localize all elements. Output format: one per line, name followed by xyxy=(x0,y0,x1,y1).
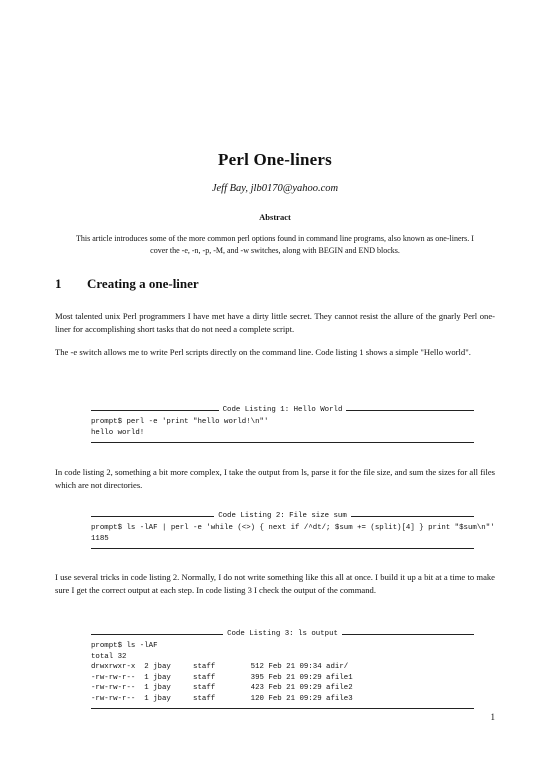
code-listing-1 xyxy=(91,405,474,443)
author-line: Jeff Bay, jlb0170@yahoo.com xyxy=(211,183,339,194)
code-listing-3 xyxy=(91,629,474,709)
listing-caption: Code Listing 1: Hello World xyxy=(222,406,343,414)
rule-right xyxy=(351,516,474,517)
section-number: 1 xyxy=(55,276,62,291)
paragraph-3: In code listing 2, something a bit more complex, I take the output from ls, parse it for the file size, and sum the sizes for all files which are not directories. xyxy=(55,467,495,490)
listing-bottom-rule xyxy=(91,548,474,549)
code-line: 1185 xyxy=(91,534,109,543)
abstract-heading: Abstract xyxy=(259,212,291,222)
code-line: prompt$ ls -lAF xyxy=(91,642,158,650)
paragraph-4: I use several tricks in code listing 2. Normally, I do not write something like this all at once. I build it up a bit at a time to make sure I get the correct output at each step. In code listing 3 I check the output of the command. xyxy=(55,572,495,595)
listing-body xyxy=(91,639,474,708)
listing-header xyxy=(91,511,474,521)
paragraph-2: The -e switch allows me to write Perl scripts directly on the command line. Code listing 1 shows a simple "Hello world". xyxy=(55,347,471,357)
code-line: prompt$ perl -e 'print "hello world!\n"' xyxy=(91,418,269,426)
listing-bottom-rule xyxy=(91,708,474,709)
listing-bottom-rule xyxy=(91,442,474,443)
code-line: -rw-rw-r-- 1 jbay staff 395 Feb 21 09:29 afile1 xyxy=(91,673,353,682)
page-number: 1 xyxy=(490,712,495,722)
listing-header xyxy=(91,629,474,639)
code-line: prompt$ ls -lAF | perl -e 'while (<>) { next if /^dt/; $sum += (split)[4] } print "$sum\n"' xyxy=(91,524,495,532)
listing-body xyxy=(91,521,495,548)
paragraph-1: Most talented unix Perl programmers I have met have a dirty little secret. They cannot resist the allure of the gnarly Perl one-liner for accomplishing short tasks that do not need a complete script. xyxy=(55,311,495,334)
listing-caption: Code Listing 2: File size sum xyxy=(218,512,347,520)
rule-right xyxy=(342,634,474,635)
section-title: Creating a one-liner xyxy=(87,276,199,291)
rule-right xyxy=(346,410,474,411)
rule-left xyxy=(91,410,219,411)
code-line: drwxrwxr-x 2 jbay staff 512 Feb 21 09:34 adir/ xyxy=(91,663,349,671)
code-listing-2 xyxy=(91,511,495,549)
code-line: -rw-rw-r-- 1 jbay staff 120 Feb 21 09:29 afile3 xyxy=(91,694,353,703)
code-line: -rw-rw-r-- 1 jbay staff 423 Feb 21 09:29 afile2 xyxy=(91,684,353,692)
paper-title: Perl One-liners xyxy=(218,150,332,169)
abstract-text: This article introduces some of the more common perl options found in command line programs, also known as one-liners. I cover the -e, -n, -p, -M, and -w switches, along with BEGIN and END blocks. xyxy=(76,234,474,255)
rule-left xyxy=(91,634,223,635)
listing-header xyxy=(91,405,474,415)
listing-body xyxy=(91,415,474,442)
rule-left xyxy=(91,516,214,517)
section-heading xyxy=(55,276,199,292)
code-line: total 32 xyxy=(91,652,127,661)
code-line: hello world! xyxy=(91,428,145,437)
listing-caption: Code Listing 3: ls output xyxy=(227,630,338,638)
